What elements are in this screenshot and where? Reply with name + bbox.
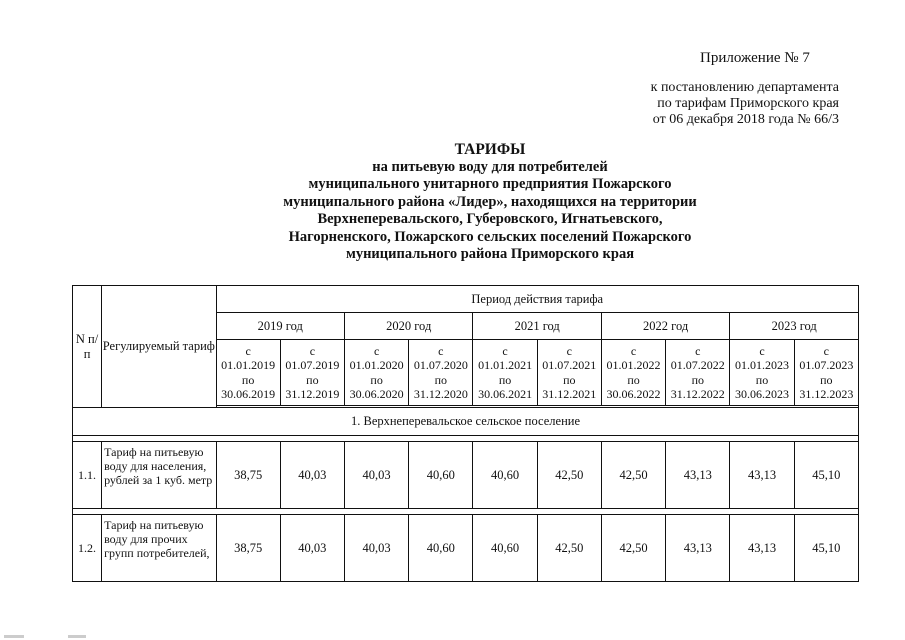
period-cell: с 01.07.2020 по 31.12.2020 [409, 340, 473, 406]
period-cell: с 01.01.2019 по 30.06.2019 [216, 340, 280, 406]
title-main: ТАРИФЫ [454, 141, 526, 158]
title-line: муниципального района «Лидер», находящихся на территории [283, 193, 697, 210]
period-cell: с 01.07.2023 по 31.12.2023 [794, 340, 858, 406]
scan-edge-marks [0, 628, 905, 640]
period-header: Период действия тарифа [216, 286, 858, 313]
decree-reference [651, 80, 839, 128]
period-cell: с 01.07.2022 по 31.12.2022 [666, 340, 730, 406]
tariff-value: 40,60 [409, 442, 473, 509]
section-title: 1. Верхнеперевальское сельское поселение [73, 408, 859, 436]
tariff-value: 43,13 [666, 515, 730, 582]
appendix-number: Приложение № 7 [700, 50, 810, 66]
period-cell: с 01.01.2020 по 30.06.2020 [344, 340, 408, 406]
year-header: 2020 год [344, 313, 472, 340]
table-row [73, 442, 859, 509]
tariff-value: 40,03 [280, 515, 344, 582]
tariff-value: 43,13 [666, 442, 730, 509]
tariff-value: 40,03 [344, 515, 408, 582]
year-header: 2022 год [601, 313, 729, 340]
document-title [200, 141, 780, 264]
tariff-value: 43,13 [730, 442, 794, 509]
decree-line: по тарифам Приморского края [657, 96, 839, 111]
section-row [73, 408, 859, 436]
col-tariff-header: Регулируемый тариф [102, 286, 216, 408]
tariff-value: 42,50 [601, 515, 665, 582]
tariff-value: 45,10 [794, 515, 858, 582]
decree-line: от 06 декабря 2018 года № 66/3 [652, 112, 839, 127]
title-line: Верхнеперевальского, Губеровского, Игнатьевского, [317, 211, 663, 227]
title-line: муниципального района Приморского края [345, 246, 635, 262]
period-cell: с 01.07.2019 по 31.12.2019 [280, 340, 344, 406]
table-header-row [73, 286, 859, 313]
tariff-value: 38,75 [216, 442, 280, 509]
tariff-value: 38,75 [216, 515, 280, 582]
col-num-header: N п/п [73, 286, 102, 408]
tariff-value: 42,50 [601, 442, 665, 509]
tariff-value: 40,60 [473, 442, 537, 509]
title-line: муниципального унитарного предприятия Пожарского [308, 176, 672, 192]
table-row [73, 515, 859, 582]
row-number: 1.1. [73, 442, 102, 509]
period-cell: с 01.01.2021 по 30.06.2021 [473, 340, 537, 406]
period-cell: с 01.01.2022 по 30.06.2022 [601, 340, 665, 406]
tariff-value: 40,60 [409, 515, 473, 582]
row-number: 1.2. [73, 515, 102, 582]
decree-line: к постановлению департамента [650, 80, 839, 95]
tariff-value: 42,50 [537, 515, 601, 582]
tariff-value: 40,03 [280, 442, 344, 509]
period-cell: с 01.01.2023 по 30.06.2023 [730, 340, 794, 406]
tariff-table [72, 285, 859, 582]
row-tariff-name: Тариф на питьевую воду для прочих групп потребителей, [102, 515, 216, 582]
year-header: 2023 год [730, 313, 859, 340]
tariff-value: 45,10 [794, 442, 858, 509]
tariff-value: 40,60 [473, 515, 537, 582]
year-header: 2019 год [216, 313, 344, 340]
tariff-value: 42,50 [537, 442, 601, 509]
row-tariff-name: Тариф на питьевую воду для населения, рублей за 1 куб. метр [102, 442, 216, 509]
tariff-value: 43,13 [730, 515, 794, 582]
year-header: 2021 год [473, 313, 601, 340]
period-cell: с 01.07.2021 по 31.12.2021 [537, 340, 601, 406]
title-line: на питьевую воду для потребителей [372, 158, 608, 175]
tariff-value: 40,03 [344, 442, 408, 509]
title-line: Нагорненского, Пожарского сельских поселений Пожарского [288, 228, 692, 245]
